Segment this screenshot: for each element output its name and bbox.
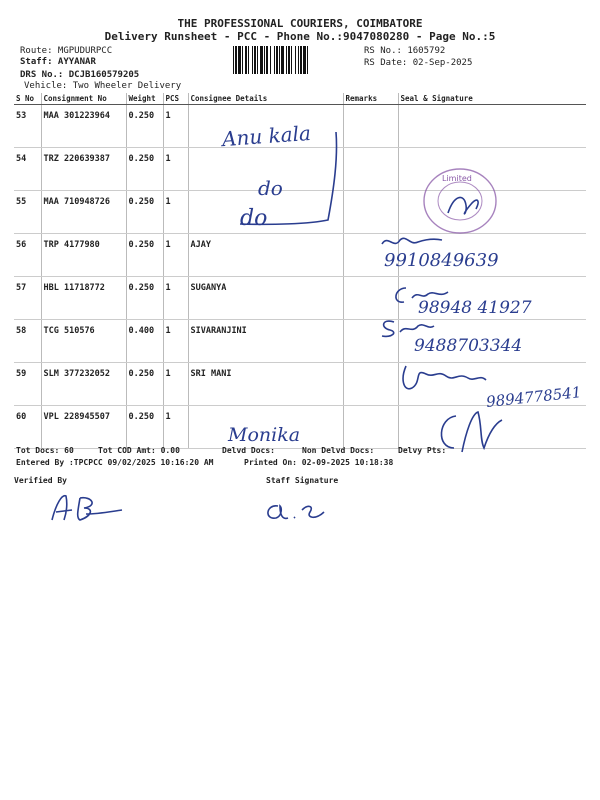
remarks-cell xyxy=(343,105,398,148)
delivered-docs: Delvd Docs: xyxy=(222,446,275,455)
consignee-cell: SIVARANJINI xyxy=(188,320,343,363)
barcode-bar xyxy=(279,46,280,74)
weight-cell: 0.250 xyxy=(126,363,163,406)
barcode xyxy=(232,46,360,74)
consignee-cell: SUGANYA xyxy=(188,277,343,320)
sno-cell: 53 xyxy=(14,105,41,148)
weight-cell: 0.250 xyxy=(126,105,163,148)
consignment-cell: SLM 377232052 xyxy=(41,363,126,406)
route-label: Route: MGPUDURPCC xyxy=(20,46,113,56)
total-cod-amount: Tot COD Amt: 0.00 xyxy=(98,446,180,455)
sno-cell: 58 xyxy=(14,320,41,363)
barcode-bar xyxy=(233,46,234,74)
pcs-cell: 1 xyxy=(163,148,188,191)
consignee-cell: AJAY xyxy=(188,234,343,277)
total-docs: Tot Docs: 60 xyxy=(16,446,74,455)
remarks-cell xyxy=(343,191,398,234)
staff-signature-label: Staff Signature xyxy=(266,476,339,485)
barcode-bar xyxy=(238,46,241,74)
non-delivered-docs: Non Delvd Docs: xyxy=(302,446,375,455)
col-header: Remarks xyxy=(343,93,398,105)
consignment-cell: VPL 228945507 xyxy=(41,406,126,449)
pcs-cell: 1 xyxy=(163,234,188,277)
runsheet-subtitle: Delivery Runsheet - PCC - Phone No.:9047080280 - Page No.:5 xyxy=(104,30,496,43)
pcs-cell: 1 xyxy=(163,406,188,449)
remarks-cell xyxy=(343,406,398,449)
handwritten-ditto-54: do xyxy=(258,176,283,200)
consignment-cell: TRZ 220639387 xyxy=(41,148,126,191)
drs-number: DRS No.: DCJB160579205 xyxy=(20,70,140,80)
pcs-cell: 1 xyxy=(163,277,188,320)
weight-cell: 0.250 xyxy=(126,406,163,449)
weight-cell: 0.250 xyxy=(126,277,163,320)
barcode-bar xyxy=(242,46,243,74)
sno-cell: 56 xyxy=(14,234,41,277)
barcode-bar xyxy=(291,46,292,74)
col-header: Weight xyxy=(126,93,163,105)
barcode-bar xyxy=(276,46,278,74)
remarks-cell xyxy=(343,363,398,406)
handwritten-phone-56: 9910849639 xyxy=(384,250,499,271)
handwritten-phone-59: 9894778541 xyxy=(485,383,583,411)
signature-59 xyxy=(398,362,488,398)
barcode-bar xyxy=(248,46,249,74)
remarks-cell xyxy=(343,148,398,191)
consignment-cell: MAA 301223964 xyxy=(41,105,126,148)
rs-number: RS No.: 1605792 xyxy=(364,46,446,56)
pcs-cell: 1 xyxy=(163,191,188,234)
sno-cell: 60 xyxy=(14,406,41,449)
barcode-bar xyxy=(260,46,263,74)
weight-cell: 0.400 xyxy=(126,320,163,363)
pcs-cell: 1 xyxy=(163,363,188,406)
barcode-bar xyxy=(288,46,290,74)
barcode-bar xyxy=(235,46,237,74)
staff-label: Staff: AYYANAR xyxy=(20,57,96,67)
signature-cell xyxy=(398,105,586,148)
barcode-bar xyxy=(307,46,308,74)
col-header: Seal & Signature xyxy=(398,93,586,105)
printed-on: Printed On: 02-09-2025 10:18:38 xyxy=(244,458,394,467)
barcode-bar xyxy=(270,46,271,74)
weight-cell: 0.250 xyxy=(126,148,163,191)
barcode-bar xyxy=(257,46,258,74)
pcs-cell: 1 xyxy=(163,320,188,363)
col-header: PCS xyxy=(163,93,188,105)
staff-signature xyxy=(262,496,332,528)
handwritten-ditto-55: do xyxy=(240,206,268,231)
barcode-bar xyxy=(252,46,253,74)
barcode-bar xyxy=(281,46,284,74)
barcode-bar xyxy=(295,46,296,74)
barcode-bar xyxy=(286,46,287,74)
barcode-bar xyxy=(264,46,265,74)
barcode-bar xyxy=(300,46,302,74)
verifier-signature xyxy=(46,490,126,526)
sno-cell: 55 xyxy=(14,191,41,234)
rs-date: RS Date: 02-Sep-2025 xyxy=(364,58,473,68)
signature-56 xyxy=(378,230,448,252)
delivery-points: Delvy Pts: xyxy=(398,446,447,455)
barcode-bar xyxy=(298,46,299,74)
sno-cell: 57 xyxy=(14,277,41,320)
handwritten-consignee-60: Monika xyxy=(228,424,301,446)
table-header-row xyxy=(14,93,586,105)
barcode-bar xyxy=(274,46,275,74)
handwritten-phone-57: 98948 41927 xyxy=(418,298,532,318)
handwritten-phone-58: 9488703344 xyxy=(414,336,523,356)
barcode-bar xyxy=(254,46,256,74)
sno-cell: 54 xyxy=(14,148,41,191)
consignment-cell: MAA 710948726 xyxy=(41,191,126,234)
consignment-cell: TCG 510576 xyxy=(41,320,126,363)
table-row xyxy=(14,234,586,277)
col-header: S No xyxy=(14,93,41,105)
company-title: THE PROFESSIONAL COURIERS, COIMBATORE xyxy=(177,17,423,30)
col-header: Consignee Details xyxy=(188,93,343,105)
weight-cell: 0.250 xyxy=(126,191,163,234)
barcode-bar xyxy=(266,46,268,74)
consignee-cell: SRI MANI xyxy=(188,363,343,406)
verified-by-label: Verified By xyxy=(14,476,67,485)
handwritten-consignee-53: Anu kala xyxy=(221,120,312,152)
vehicle-label: Vehicle: Two Wheeler Delivery xyxy=(24,81,182,91)
remarks-cell xyxy=(343,277,398,320)
barcode-bar xyxy=(245,46,247,74)
seal-lettering: Limited xyxy=(442,174,472,183)
consignment-cell: TRP 4177980 xyxy=(41,234,126,277)
weight-cell: 0.250 xyxy=(126,234,163,277)
company-seal-stamp xyxy=(420,165,500,237)
barcode-bar xyxy=(303,46,306,74)
entered-by: Entered By :TPCPCC 09/02/2025 10:16:20 AM xyxy=(16,458,214,467)
consignment-cell: HBL 11718772 xyxy=(41,277,126,320)
sno-cell: 59 xyxy=(14,363,41,406)
pcs-cell: 1 xyxy=(163,105,188,148)
col-header: Consignment No xyxy=(41,93,126,105)
